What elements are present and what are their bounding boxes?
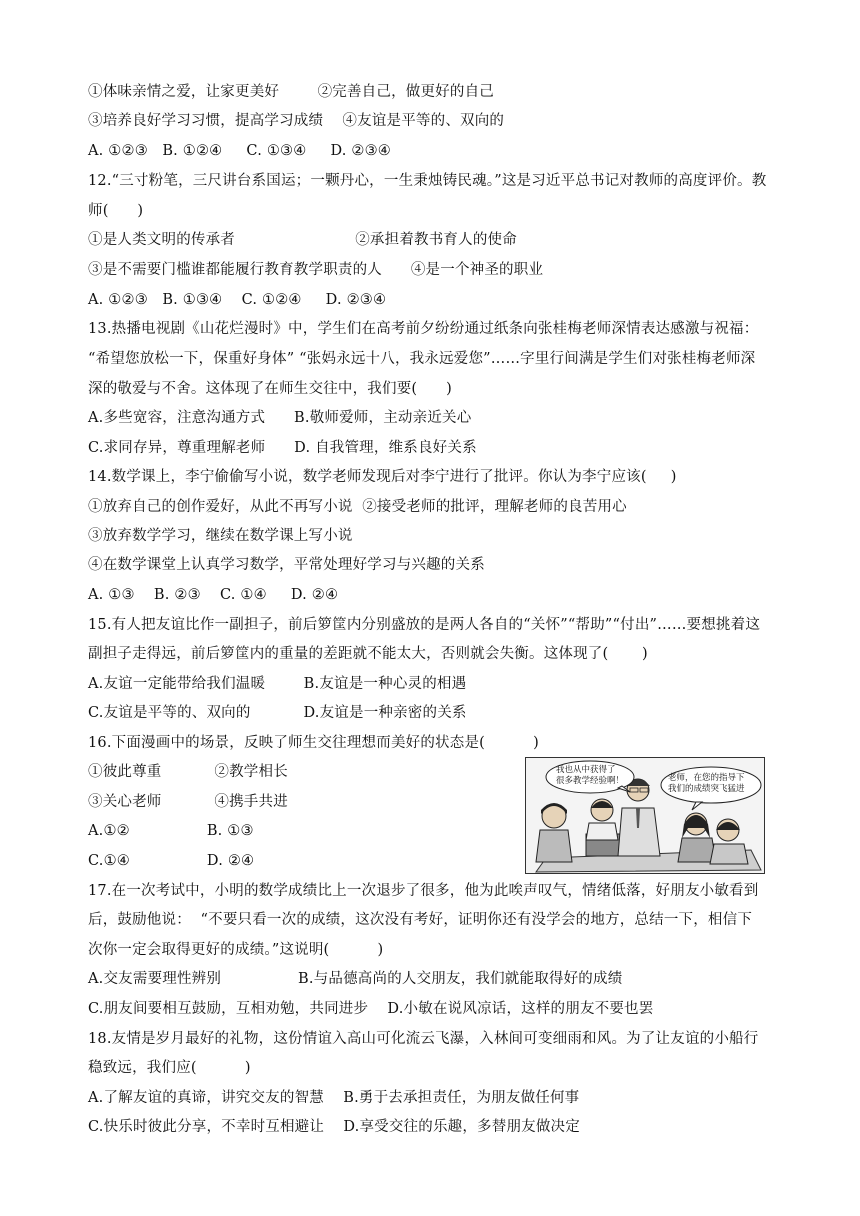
- text-line: A.多些宽容，注意沟通方式 B.敬师爱师，主动亲近关心: [88, 410, 472, 426]
- text-line: 副担子走得远，前后箩筐内的重量的差距就不能太大，否则就会失衡。这体现了( ): [88, 646, 648, 662]
- text-line: A.友谊一定能带给我们温暖 B.友谊是一种心灵的相遇: [88, 676, 467, 692]
- text-line: A.了解友谊的真谛，讲究交友的智慧 B.勇于去承担责任，为朋友做任何事: [88, 1090, 580, 1106]
- text-line: ③是不需要门槛谁都能履行教育教学职责的人 ④是一个神圣的职业: [88, 262, 544, 278]
- text-line: ①彼此尊重 ②教学相长: [88, 764, 288, 780]
- text-line: 12.“三寸粉笔，三尺讲台系国运；一颗丹心，一生秉烛铸民魂。”这是习近平总书记对教师的高度评价。教: [88, 173, 767, 189]
- text-line: 稳致远，我们应( ): [88, 1060, 251, 1076]
- text-line: 后，鼓励他说： “不要只看一次的成绩，这次没有考好，证明你还有没学会的地方，总结一下，相信下: [88, 912, 753, 928]
- student-speech-bubble: 老师，在您的指导下 我们的成绩突飞猛进: [668, 773, 745, 794]
- teacher-speech-bubble: 我也从中获得了 很多教学经验啊！: [556, 765, 625, 786]
- text-line: 17.在一次考试中，小明的数学成绩比上一次退步了很多，他为此唉声叹气，情绪低落，好朋友小敏看到: [88, 883, 759, 899]
- text-line: 深的敬爱与不舍。这体现了在师生交往中，我们要( ): [88, 381, 452, 397]
- text-line: “希望您放松一下，保重好身体” “张妈永远十八，我永远爱您”……字里行间满是学生们对张桂梅老师深: [88, 351, 756, 367]
- text-line: A. ①②③ B. ①②④ C. ①③④ D. ②③④: [88, 143, 391, 159]
- text-line: C.快乐时彼此分享，不幸时互相避让 D.享受交往的乐趣，多替朋友做决定: [88, 1119, 580, 1135]
- text-line: ①体味亲情之爱，让家更美好 ②完善自己，做更好的自己: [88, 84, 494, 100]
- text-line: ④在数学课堂上认真学习数学，平常处理好学习与兴趣的关系: [88, 557, 485, 573]
- text-line: 14.数学课上，李宁偷偷写小说，数学老师发现后对李宁进行了批评。你认为李宁应该( ): [88, 469, 677, 485]
- text-line: C.①④ D. ②④: [88, 853, 255, 869]
- text-line: 15.有人把友谊比作一副担子，前后箩筐内分别盛放的是两人各自的“关怀”“帮助”“付出”……要想挑着这: [88, 617, 761, 633]
- text-line: 16.下面漫画中的场景，反映了师生交往理想而美好的状态是( ): [88, 735, 539, 751]
- text-line: 次你一定会取得更好的成绩。”这说明( ): [88, 942, 384, 958]
- text-line: C.求同存异，尊重理解老师 D. 自我管理，维系良好关系: [88, 440, 477, 456]
- text-line: ①是人类文明的传承者 ②承担着教书育人的使命: [88, 232, 517, 248]
- text-line: A.①② B. ①③: [88, 823, 254, 839]
- text-line: ③放弃数学学习，继续在数学课上写小说: [88, 528, 353, 544]
- teacher-student-cartoon: [525, 757, 765, 874]
- text-line: C.友谊是平等的、双向的 D.友谊是一种亲密的关系: [88, 705, 467, 721]
- text-line: ①放弃自己的创作爱好，从此不再写小说 ②接受老师的批评，理解老师的良苦用心: [88, 499, 627, 515]
- text-line: 18.友情是岁月最好的礼物，这份情谊入高山可化流云飞瀑，入林间可变细雨和风。为了让友谊的小船行: [88, 1031, 759, 1047]
- text-line: A. ①③ B. ②③ C. ①④ D. ②④: [88, 587, 339, 603]
- text-line: A.交友需要理性辨别 B.与品德高尚的人交朋友，我们就能取得好的成绩: [88, 971, 623, 987]
- text-line: C.朋友间要相互鼓励，互相劝勉，共同进步 D.小敏在说风凉话，这样的朋友不要也罢: [88, 1001, 654, 1017]
- text-line: ③关心老师 ④携手共进: [88, 794, 288, 810]
- text-line: ③培养良好学习习惯，提高学习成绩 ④友谊是平等的、双向的: [88, 113, 505, 129]
- text-line: 13.热播电视剧《山花烂漫时》中，学生们在高考前夕纷纷通过纸条向张桂梅老师深情表达感激与祝福：: [88, 321, 759, 337]
- text-line: A. ①②③ B. ①③④ C. ①②④ D. ②③④: [88, 292, 387, 308]
- text-line: 师( ): [88, 203, 144, 219]
